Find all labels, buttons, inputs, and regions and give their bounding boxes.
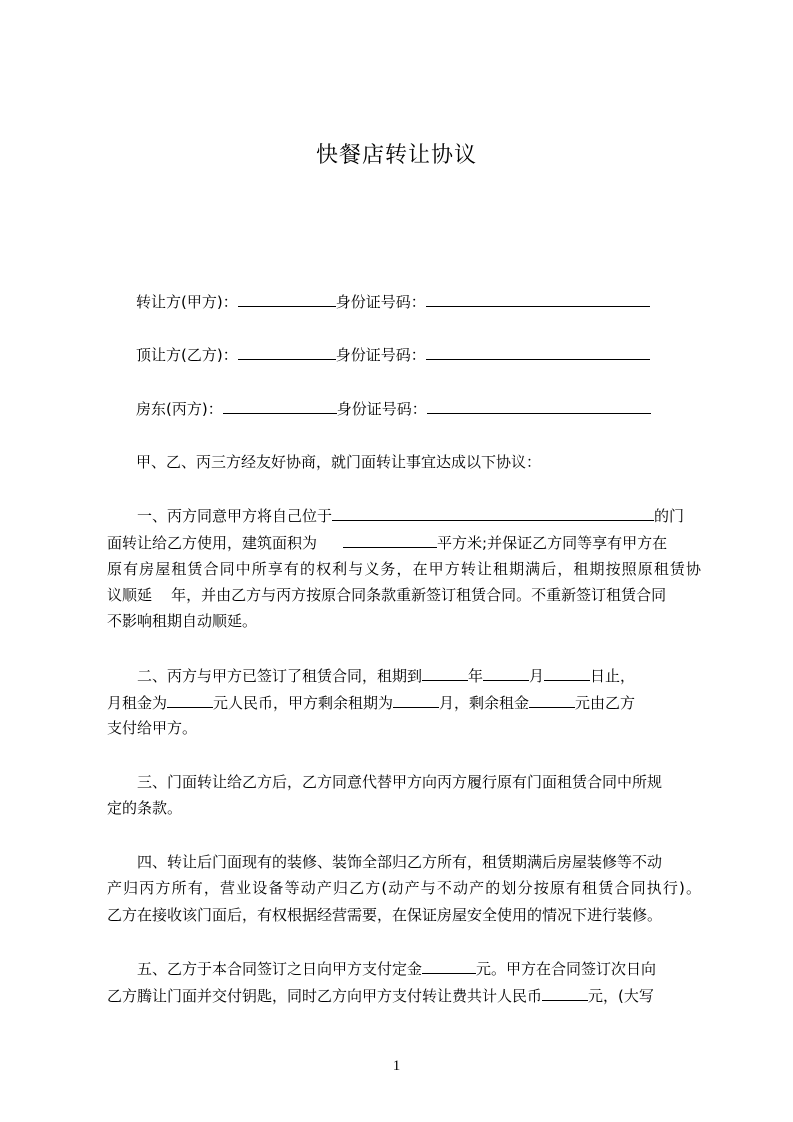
clause-1-line-4: 议顺延 年，并由乙方与丙方按原合同条款重新签订租赁合同。不重新签订租赁合同 — [107, 586, 667, 604]
party-c-label: 房东(丙方)： — [136, 400, 223, 418]
remaining-term-blank — [393, 692, 439, 708]
clause-1-line-5: 不影响租期自动顺延。 — [107, 612, 258, 630]
clause-2-line-2: 月租金为 元人民币，甲方剩余租期为 月，剩余租金 元由乙方 — [107, 694, 636, 712]
party-c-line — [136, 398, 651, 419]
party-b-id-label: 身份证号码： — [335, 346, 426, 364]
clause-2-line-1: 二、丙方与甲方已签订了租赁合同，租期到 年 月 日止， — [137, 667, 636, 685]
party-b-name-blank — [238, 344, 336, 360]
deposit-blank — [422, 958, 476, 974]
clause-5-line-1: 五、乙方于本合同签订之日向甲方支付定金 元。甲方在合同签订次日向 — [137, 960, 657, 978]
party-c-id-label: 身份证号码： — [336, 400, 427, 418]
party-c-name-blank — [223, 398, 337, 414]
party-b-id-blank — [426, 344, 650, 360]
intro-paragraph: 甲、乙、丙三方经友好协商，就门面转让事宜达成以下协议： — [136, 453, 542, 471]
party-a-id-blank — [426, 291, 650, 307]
party-a-id-label: 身份证号码： — [335, 293, 426, 311]
remaining-rent-blank — [529, 692, 575, 708]
party-b-label: 顶让方(乙方)： — [136, 346, 238, 364]
clause-2-line-3: 支付给甲方。 — [107, 719, 198, 737]
clause-3-line-1: 三、门面转让给乙方后，乙方同意代替甲方向丙方履行原有门面租赁合同中所规 — [137, 773, 663, 791]
year-blank — [422, 665, 468, 681]
clause-4-line-3: 乙方在接收该门面后，有权根据经营需要，在保证房屋安全使用的情况下进行装修。 — [107, 906, 663, 924]
party-a-line — [136, 291, 650, 312]
location-blank — [332, 505, 654, 521]
party-a-name-blank — [238, 291, 336, 307]
area-blank — [343, 532, 437, 548]
clause-1-line-3: 原有房屋租赁合同中所享有的权利与义务，在甲方转让租期满后，租期按照原租赁协 — [107, 560, 701, 578]
party-a-label: 转让方(甲方)： — [136, 293, 238, 311]
clause-5-line-2: 乙方腾让门面并交付钥匙，同时乙方向甲方支付转让费共计人民币 元，(大写 — [107, 987, 654, 1005]
transfer-fee-blank — [542, 985, 588, 1001]
party-c-id-blank — [427, 398, 651, 414]
page-title: 快餐店转让协议 — [315, 143, 477, 168]
party-b-line — [136, 344, 650, 365]
page-number: 1 — [392, 1058, 401, 1074]
clause-1-line-1: 一、丙方同意甲方将自己位于 的门 — [137, 507, 685, 525]
day-blank — [544, 665, 590, 681]
clause-1-line-2: 面转让给乙方使用，建筑面积为 平方米;并保证乙方同等享有甲方在 — [107, 534, 668, 552]
month-blank — [483, 665, 529, 681]
monthly-rent-blank — [167, 692, 213, 708]
clause-4-line-1: 四、转让后门面现有的装修、装饰全部归乙方所有，租赁期满后房屋装修等不动 — [137, 853, 663, 871]
clause-4-line-2: 产归丙方所有，营业设备等动产归乙方(动产与不动产的划分按原有租赁合同执行)。 — [107, 879, 701, 897]
clause-3-line-2: 定的条款。 — [107, 799, 183, 817]
